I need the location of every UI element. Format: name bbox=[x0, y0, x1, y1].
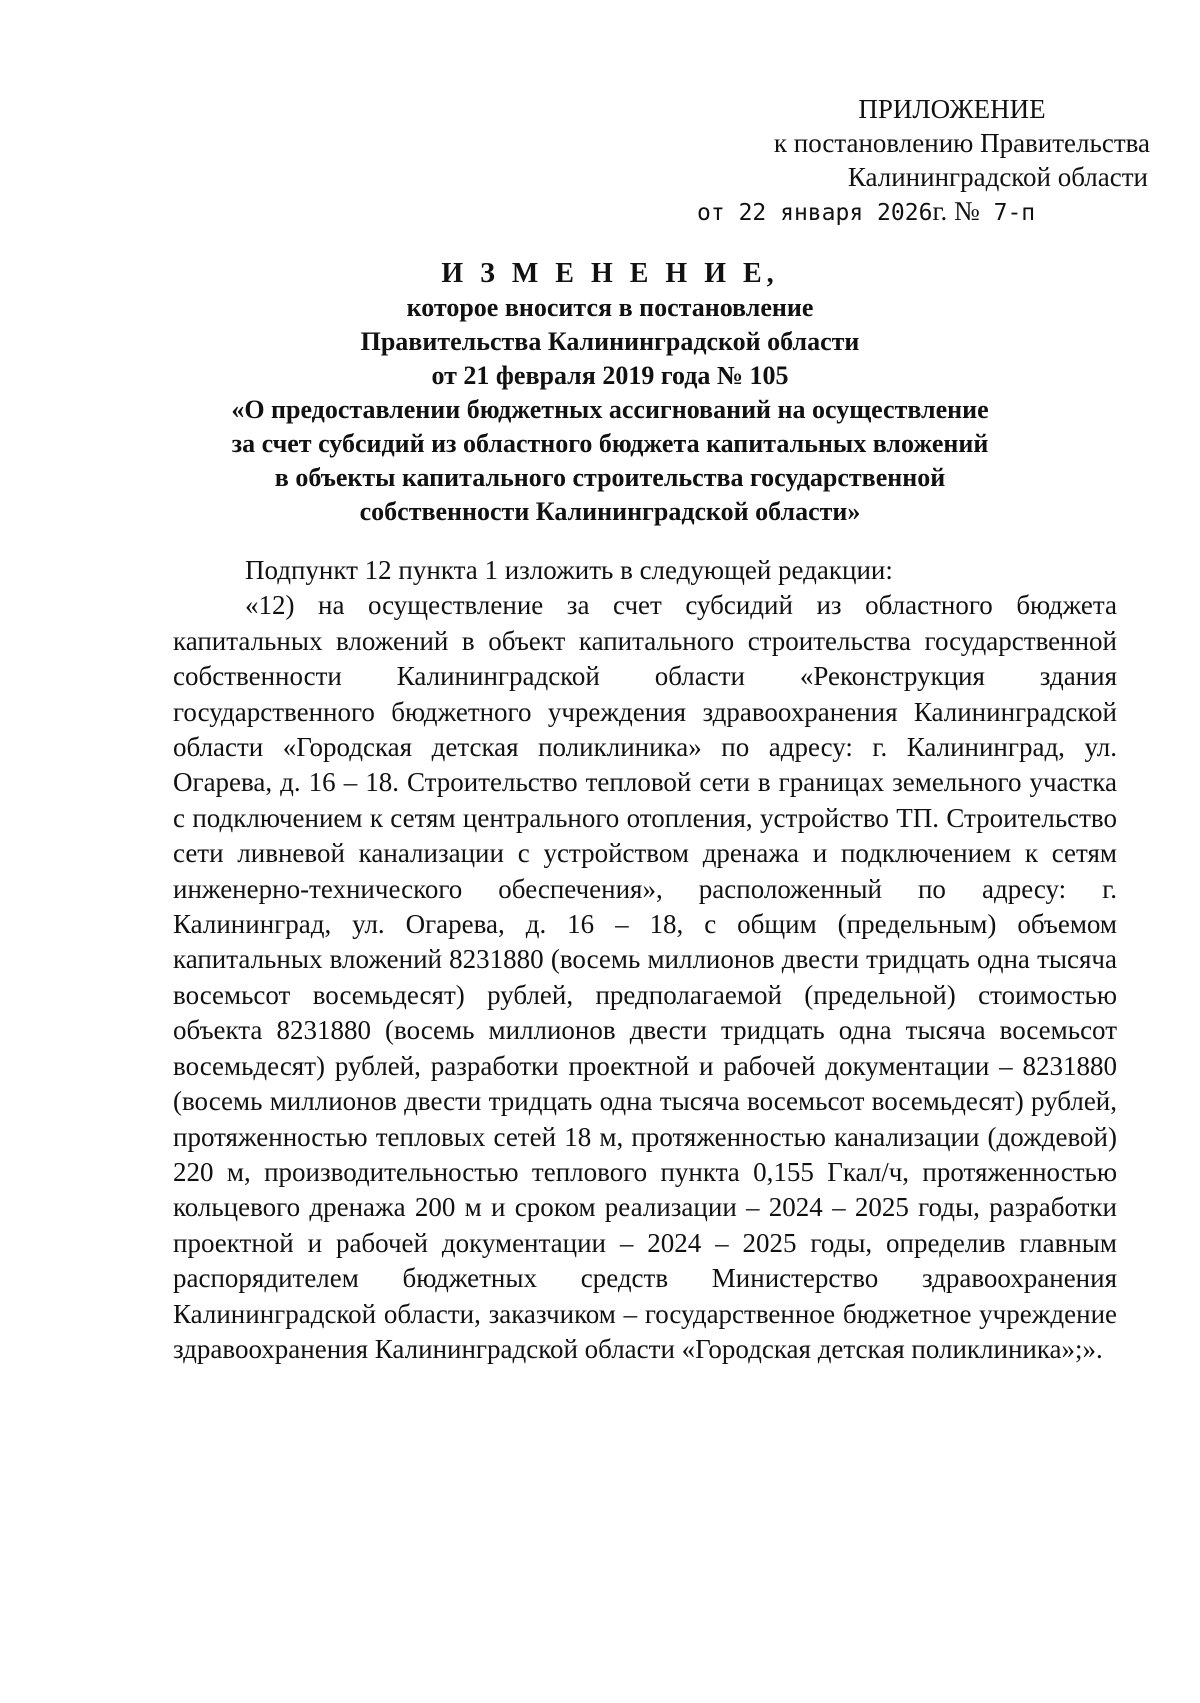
document-title bbox=[170, 257, 1050, 529]
date-prefix: от bbox=[697, 200, 725, 226]
appendix-resolution-line: к постановлению Правительства bbox=[773, 128, 1150, 158]
appendix-date-line bbox=[697, 194, 1150, 230]
appendix-region-line: Калининградской области bbox=[847, 162, 1148, 192]
title-line: в объекты капитального строительства государственной bbox=[274, 463, 946, 492]
appendix-header bbox=[690, 92, 1150, 230]
title-line: Правительства Калининградской области bbox=[360, 327, 860, 356]
title-line: собственности Калининградской области» bbox=[359, 497, 861, 526]
appendix-title: ПРИЛОЖЕНИЕ bbox=[858, 94, 1046, 124]
resolution-number: 7-п bbox=[993, 200, 1036, 226]
body-intro: Подпункт 12 пункта 1 изложить в следующей редакции: bbox=[245, 555, 893, 585]
body-paragraph: «12) на осуществление за счет субсидий из областного бюджета капитальных вложений в объект капитального строительства государственной собственности Калининградской области «Реконструкция здания государственного бюджетного учреждения здравоохранения Калининградской области «Городская детская поликлиника» по адресу: г. Калининград, ул. Огарева, д. 16 – 18. Строительство тепловой сети в границах земельного участка с подключением к сетям центрального отопления, устройство ТП. Строительство сети ливневой канализации с устройством дренажа и подключением к сетям инженерно-технического обеспечения», расположенный по адресу: г. Калининград, ул. Огарева, д. 16 – 18, с общим (предельным) объемом капитальных вложений 8231880 (восемь миллионов двести тридцать одна тысяча восемьсот восемьдесят) рублей, предполагаемой (предельной) стоимостью объекта 8231880 (восемь миллионов двести тридцать одна тысяча восемьсот восемьдесят) рублей, разработки проектной и рабочей документации – 8231880 (восемь миллионов двести тридцать одна тысяча восемьсот восемьдесят) рублей, протяженностью тепловых сетей 18 м, протяженностью канализации (дождевой) 220 м, производительностью теплового пункта 0,155 Гкал/ч, протяженностью кольцевого дренажа 200 м и сроком реализации – 2024 – 2025 годы, разработки проектной и рабочей документации – 2024 – 2025 годы, определив главным распорядителем бюджетных средств Министерство здравоохранения Калининградской области, заказчиком – государственное бюджетное учреждение здравоохранения Калининградской области «Городская детская поликлиника»;». bbox=[173, 590, 1117, 1364]
title-line: за счет субсидий из областного бюджета капитальных вложений bbox=[231, 429, 989, 458]
document-body bbox=[173, 553, 1117, 1367]
title-line: которое вносится в постановление bbox=[406, 293, 814, 322]
title-line: «О предоставлении бюджетных ассигнований на осуществление bbox=[231, 395, 989, 424]
date-value: 22 января 2026 bbox=[738, 200, 933, 226]
title-heading: И З М Е Н Е Н И Е, bbox=[441, 258, 779, 289]
title-line: от 21 февраля 2019 года № 105 bbox=[431, 361, 789, 390]
date-suffix: г. № bbox=[932, 196, 980, 226]
